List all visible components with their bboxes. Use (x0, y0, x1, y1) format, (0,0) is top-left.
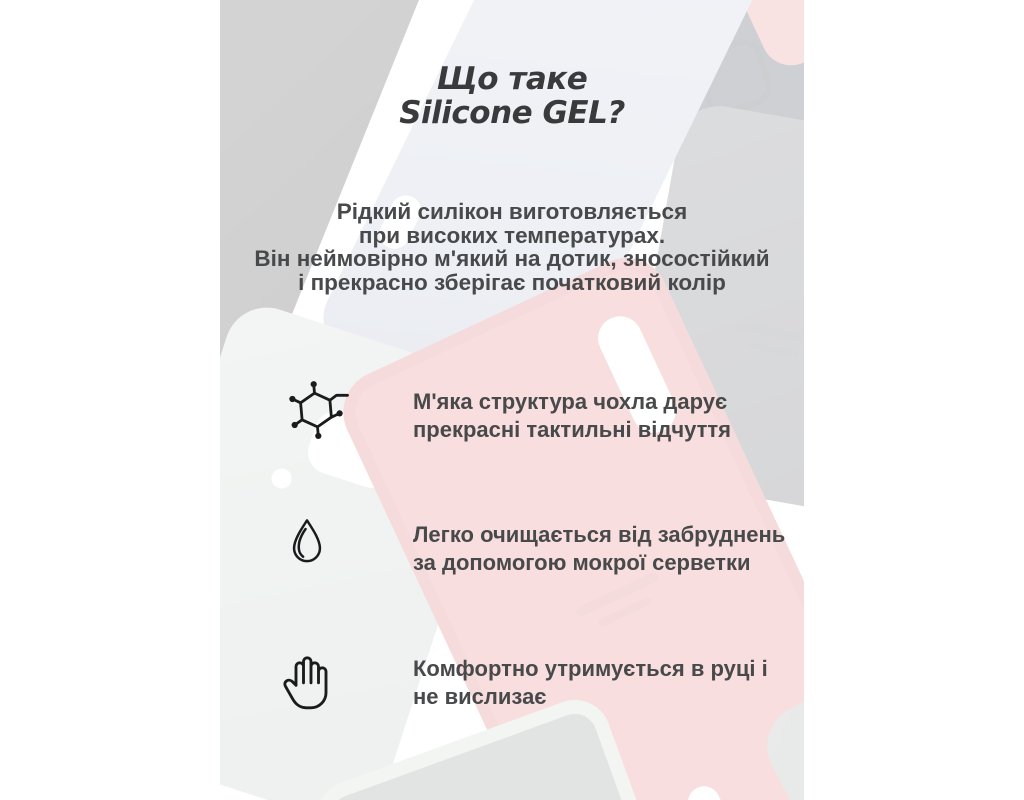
poster (220, 0, 804, 800)
page-title (220, 62, 804, 130)
feature-text-2 (413, 521, 785, 577)
intro-paragraph (220, 200, 804, 294)
feature-line: за допомогою мокрої серветки (413, 550, 751, 575)
droplet-icon (284, 514, 330, 568)
feature-line: прекрасні тактильні відчуття (413, 417, 731, 442)
intro-line: і прекрасно зберігає початковий колір (298, 269, 726, 295)
molecule-icon (286, 374, 354, 442)
feature-text-1 (413, 388, 731, 444)
intro-line: при високих температурах. (358, 222, 666, 248)
feature-line: М'яка структура чохла дарує (413, 389, 728, 414)
feature-line: Легко очищається від забруднень (413, 522, 786, 547)
feature-line: не вислизає (413, 684, 547, 709)
feature-text-3 (413, 655, 768, 711)
title-line-2: Silicone GEL? (399, 95, 625, 131)
intro-line: Рідкий силікон виготовляється (336, 199, 688, 224)
poster-content (220, 0, 804, 800)
title-line-1: Що таке (436, 61, 588, 97)
intro-line: Він неймовірно м'який на дотик, зносостійкий (254, 246, 770, 271)
feature-line: Комфортно утримується в руці і (413, 656, 768, 681)
hand-icon (276, 646, 336, 722)
